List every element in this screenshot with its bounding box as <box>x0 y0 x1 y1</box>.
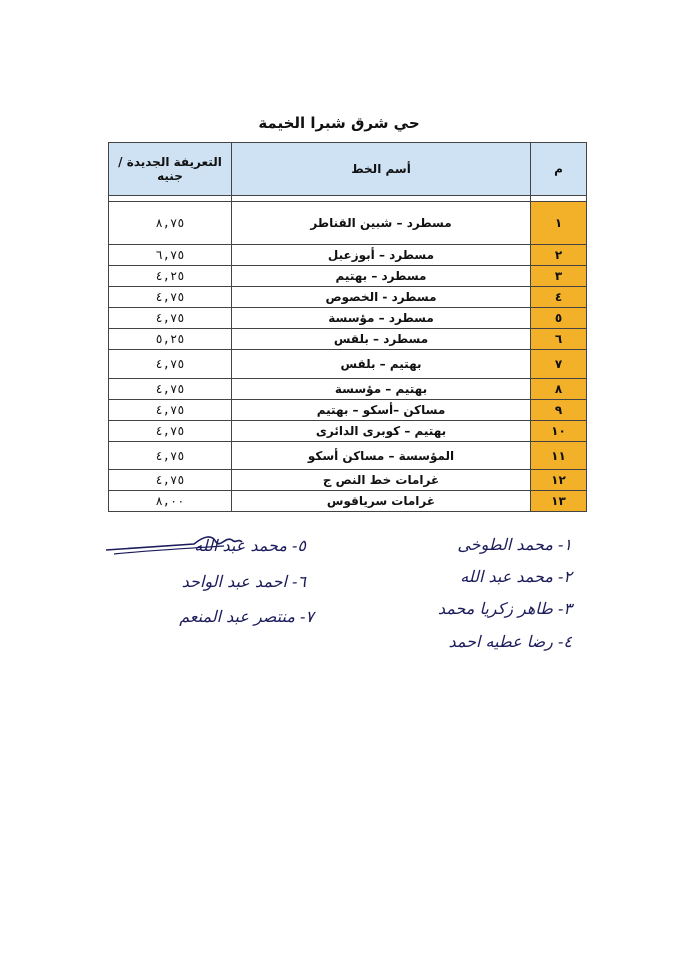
table-row <box>109 266 587 287</box>
table-row <box>109 308 587 329</box>
row-number: ١٠ <box>531 421 587 442</box>
table-row <box>109 400 587 421</box>
row-number: ٢ <box>531 245 587 266</box>
signature-7: ٧- منتصر عبد المنعم <box>179 607 314 626</box>
signature-6: ٦- احمد عبد الواحد <box>181 572 306 591</box>
row-fare: ٦,٧٥ <box>109 245 232 266</box>
row-fare: ٤,٧٥ <box>109 470 232 491</box>
row-number: ٦ <box>531 329 587 350</box>
row-fare: ٤,٢٥ <box>109 266 232 287</box>
row-number: ١١ <box>531 442 587 470</box>
table-row <box>109 287 587 308</box>
row-route: غرامات خط النص ج <box>232 470 531 491</box>
table-row <box>109 245 587 266</box>
signature-4: ٤- رضا عطيه احمد <box>448 632 572 651</box>
row-route: بهتيم – مؤسسة <box>232 379 531 400</box>
table-row <box>109 202 587 245</box>
header-new-fare: التعريفة الجديدة / جنيه <box>109 143 232 196</box>
row-fare: ٤,٧٥ <box>109 400 232 421</box>
row-fare: ٥,٢٥ <box>109 329 232 350</box>
row-route: غرامات سرياقوس <box>232 491 531 512</box>
table-header-row <box>109 143 587 196</box>
fares-table <box>108 142 587 512</box>
table-row <box>109 421 587 442</box>
row-number: ١ <box>531 202 587 245</box>
row-number: ٨ <box>531 379 587 400</box>
signature-1: ١- محمد الطوخى <box>457 535 572 554</box>
row-route: مسطرد – مؤسسة <box>232 308 531 329</box>
row-fare: ٨,٠٠ <box>109 491 232 512</box>
row-route: بهتيم – بلقس <box>232 350 531 379</box>
row-fare: ٤,٧٥ <box>109 442 232 470</box>
signature-2: ٢- محمد عبد الله <box>460 567 572 586</box>
page-title: حي شرق شبرا الخيمة <box>258 114 420 132</box>
row-fare: ٤,٧٥ <box>109 308 232 329</box>
row-route: مسطرد – بهتيم <box>232 266 531 287</box>
row-route: مسطرد – شبين القناطر <box>232 202 531 245</box>
table-body <box>109 196 587 512</box>
signature-3: ٣- طاهر زكريا محمد <box>437 599 572 618</box>
row-number: ٥ <box>531 308 587 329</box>
row-route: مسطرد - الخصوص <box>232 287 531 308</box>
table-row <box>109 350 587 379</box>
table-row <box>109 470 587 491</box>
table-row <box>109 379 587 400</box>
row-fare: ٤,٧٥ <box>109 421 232 442</box>
row-number: ٩ <box>531 400 587 421</box>
row-route: مساكن –أسكو – بهتيم <box>232 400 531 421</box>
row-route: المؤسسة – مساكن أسكو <box>232 442 531 470</box>
row-number: ٣ <box>531 266 587 287</box>
header-route-name: أسم الخط <box>232 143 531 196</box>
row-route: مسطرد – أبوزعبل <box>232 245 531 266</box>
row-fare: ٤,٧٥ <box>109 350 232 379</box>
signature-5: ٥- محمد عبد الله <box>194 536 306 555</box>
row-fare: ٨,٧٥ <box>109 202 232 245</box>
row-number: ١٣ <box>531 491 587 512</box>
row-fare: ٤,٧٥ <box>109 287 232 308</box>
table-row <box>109 491 587 512</box>
row-route: بهتيم – كوبرى الدائرى <box>232 421 531 442</box>
table-row <box>109 442 587 470</box>
row-route: مسطرد – بلقس <box>232 329 531 350</box>
row-fare: ٤,٧٥ <box>109 379 232 400</box>
row-number: ٤ <box>531 287 587 308</box>
table-row <box>109 329 587 350</box>
header-number: م <box>531 143 587 196</box>
row-number: ٧ <box>531 350 587 379</box>
row-number: ١٢ <box>531 470 587 491</box>
